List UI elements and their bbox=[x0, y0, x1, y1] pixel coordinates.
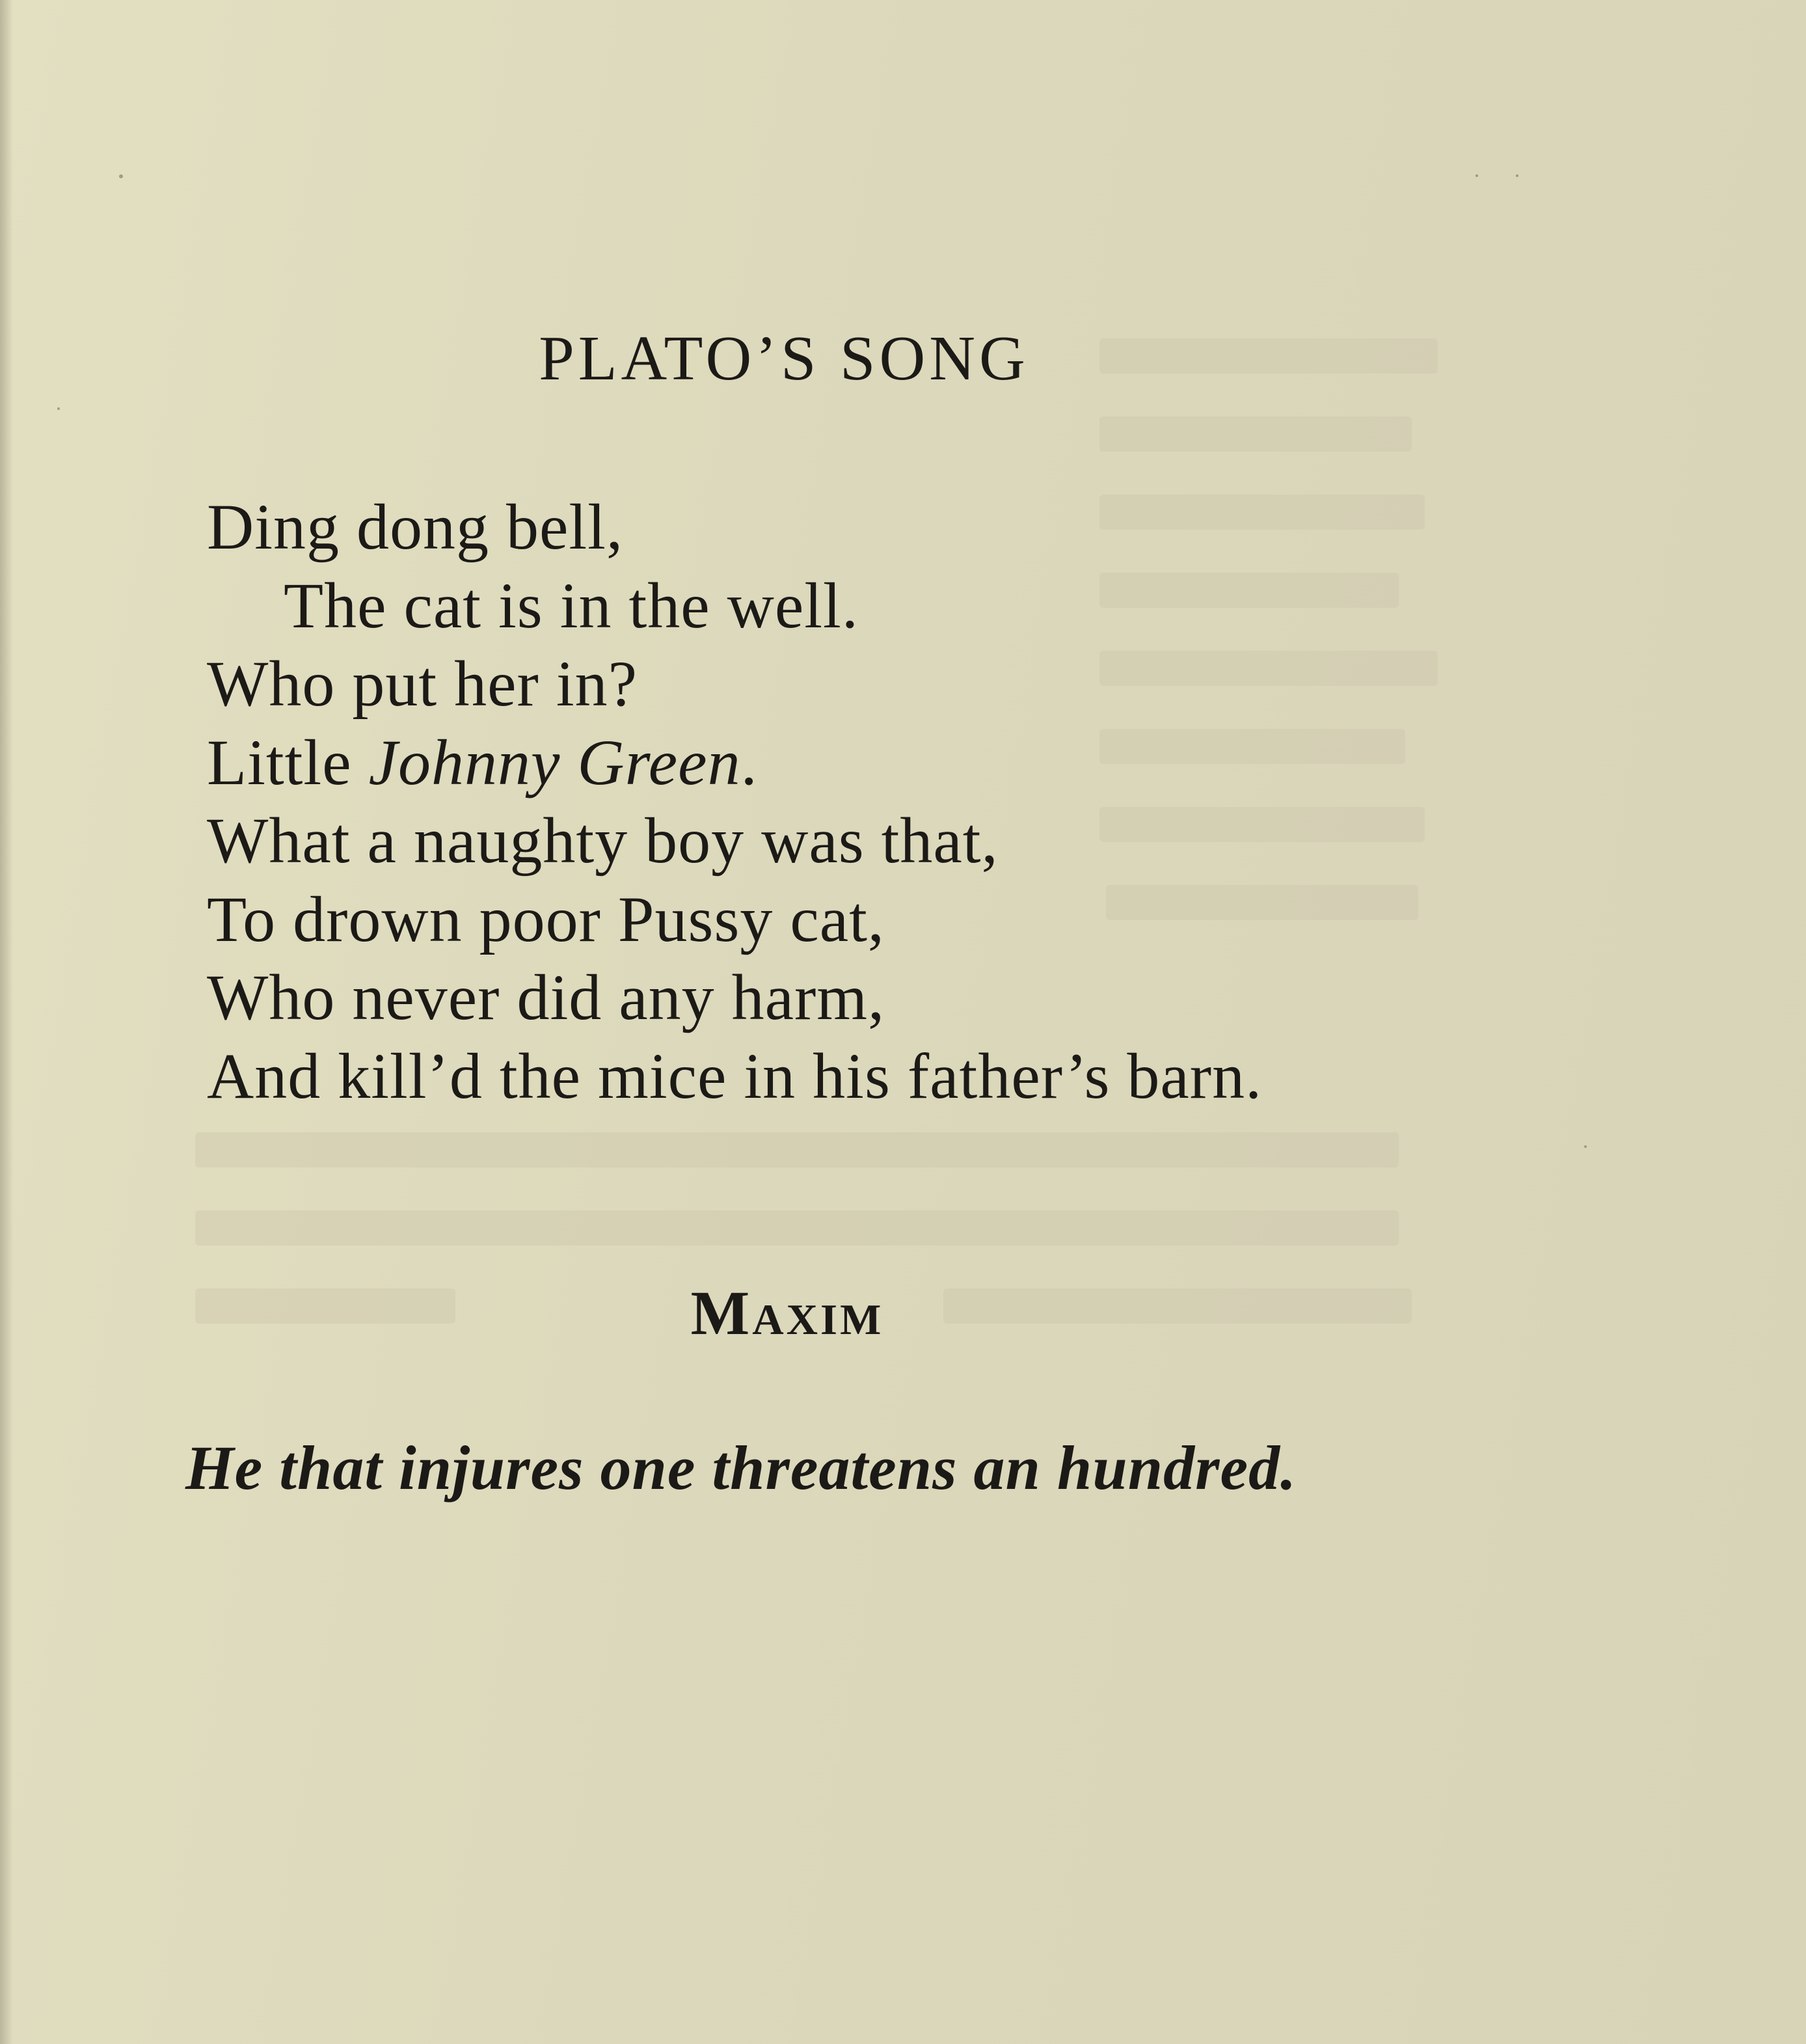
poem-line: Who never did any harm, bbox=[207, 961, 885, 1033]
poem-line: What a naughty boy was that, bbox=[207, 804, 999, 877]
italic-name: Johnny Green bbox=[368, 726, 741, 798]
paper-speck bbox=[119, 174, 123, 178]
poem-line: Who put her in? bbox=[207, 647, 638, 720]
maxim-text: He that injures one threatens an hundred. bbox=[185, 1433, 1297, 1503]
maxim-heading: Maxim bbox=[690, 1278, 884, 1348]
poem-line: Ding dong bell, bbox=[207, 491, 623, 563]
poem-body bbox=[207, 488, 1262, 1115]
poem-line: Little Johnny Green. bbox=[207, 726, 758, 798]
page-edge-shadow bbox=[0, 0, 13, 2044]
poem-line: To drown poor Pussy cat, bbox=[207, 882, 885, 955]
paper-speck bbox=[1476, 174, 1478, 177]
poem-line: And kill’d the mice in his father’s barn. bbox=[207, 1039, 1263, 1112]
paper-speck bbox=[1584, 1145, 1587, 1148]
poem-line: The cat is in the well. bbox=[284, 569, 859, 642]
paper-speck bbox=[57, 407, 60, 410]
show-through-smudge bbox=[195, 1210, 1399, 1246]
show-through-smudge bbox=[1099, 416, 1412, 452]
show-through-smudge bbox=[195, 1132, 1399, 1167]
poem-title: PLATO’S SONG bbox=[539, 323, 1029, 394]
paper-speck bbox=[1516, 174, 1518, 177]
